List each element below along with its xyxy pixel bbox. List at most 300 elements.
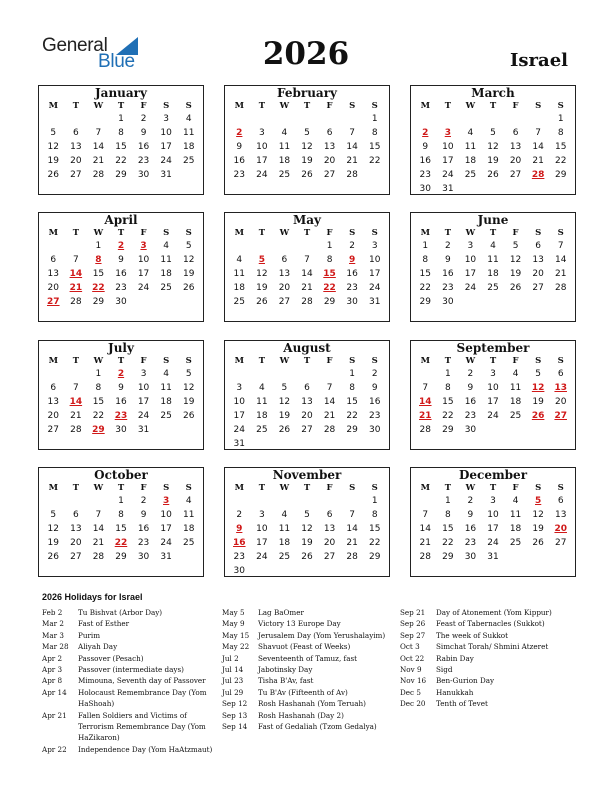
holiday-item [400, 607, 580, 618]
empty-cell [228, 112, 251, 126]
holiday-item [400, 630, 580, 641]
day-cell: 5 [512, 241, 519, 251]
holiday-day-cell: 9 [236, 524, 243, 534]
month-name: May [292, 213, 322, 227]
month-name: July [108, 341, 134, 355]
day-cell: 14 [554, 255, 567, 265]
day-cell: 7 [95, 128, 102, 138]
day-cell: 5 [50, 510, 57, 520]
holiday-item [222, 618, 394, 629]
empty-cell [318, 367, 341, 381]
day-cell: 30 [137, 170, 150, 180]
day-cell: 17 [487, 524, 499, 534]
holiday-item [42, 687, 214, 710]
holiday-day-cell: 8 [95, 255, 102, 265]
day-cell: 20 [47, 283, 59, 293]
day-cell: 2 [444, 241, 451, 251]
day-cell: 25 [278, 170, 291, 180]
day-cell: 22 [115, 156, 127, 166]
day-cell: 8 [95, 383, 102, 393]
weekday-header: S [535, 228, 542, 238]
month-december [410, 467, 576, 577]
day-cell: 1 [422, 241, 429, 251]
day-cell: 11 [278, 142, 291, 152]
day-cell: 19 [256, 283, 268, 293]
holiday-name: Ben-Gurion Day [436, 676, 495, 686]
day-cell: 18 [160, 397, 172, 407]
day-cell: 2 [140, 496, 147, 506]
day-cell: 19 [509, 269, 522, 279]
day-cell: 9 [118, 383, 124, 393]
holiday-name: Passover (Pesach) [78, 653, 144, 663]
empty-cell [527, 112, 550, 126]
day-cell: 10 [442, 142, 454, 152]
month-grid [414, 483, 572, 564]
day-cell: 1 [95, 369, 102, 379]
holiday-date: Sep 21 [400, 608, 426, 617]
day-cell: 18 [182, 524, 195, 534]
day-cell: 22 [346, 411, 358, 421]
day-cell: 4 [467, 128, 474, 138]
month-name: January [95, 86, 147, 100]
day-cell: 4 [185, 114, 192, 124]
empty-cell [87, 112, 110, 126]
holiday-day-cell: 22 [92, 283, 105, 293]
day-cell: 26 [182, 411, 195, 421]
day-cell: 26 [487, 170, 499, 180]
day-cell: 26 [47, 170, 59, 180]
day-cell: 17 [368, 269, 381, 279]
day-cell: 28 [70, 297, 82, 307]
weekday-header: T [444, 356, 452, 366]
weekday-header: W [465, 356, 476, 366]
day-cell: 6 [72, 510, 79, 520]
empty-cell [65, 494, 88, 508]
day-cell: 11 [256, 397, 268, 407]
day-cell: 7 [535, 128, 541, 138]
day-cell: 15 [346, 397, 358, 407]
day-cell: 17 [137, 269, 150, 279]
day-cell: 17 [233, 411, 245, 421]
day-cell: 26 [301, 552, 313, 562]
day-cell: 13 [47, 269, 59, 279]
day-cell: 22 [419, 283, 431, 293]
weekday-header: M [420, 483, 430, 493]
day-cell: 15 [115, 142, 127, 152]
day-cell: 13 [278, 269, 291, 279]
day-cell: 10 [160, 510, 172, 520]
weekday-header: S [371, 356, 378, 366]
day-cell: 5 [185, 241, 192, 251]
weekday-header: S [349, 356, 356, 366]
weekday-header: T [444, 483, 452, 493]
holiday-item [42, 675, 214, 686]
day-cell: 12 [256, 269, 268, 279]
day-cell: 14 [92, 142, 105, 152]
weekday-header: T [303, 101, 311, 111]
day-cell: 4 [258, 383, 265, 393]
day-cell: 30 [464, 552, 477, 562]
day-cell: 22 [368, 156, 381, 166]
holiday-day-cell: 22 [323, 283, 336, 293]
day-cell: 30 [233, 566, 245, 576]
day-cell: 26 [532, 538, 544, 548]
weekday-header: T [258, 483, 266, 493]
weekday-header: W [279, 356, 290, 366]
holiday-date: Jul 2 [222, 653, 239, 663]
day-cell: 5 [304, 128, 310, 138]
weekday-header: M [420, 101, 430, 111]
day-cell: 18 [509, 524, 522, 534]
day-cell: 20 [301, 411, 313, 421]
month-october [38, 467, 204, 577]
day-cell: 11 [278, 524, 291, 534]
day-cell: 12 [278, 397, 291, 407]
day-cell: 28 [70, 425, 82, 435]
month-february [224, 85, 390, 195]
month-august [224, 340, 390, 450]
logo-word-general: General [42, 35, 108, 56]
day-cell: 17 [137, 397, 150, 407]
weekday-header: T [117, 483, 125, 493]
day-cell: 4 [281, 510, 288, 520]
holiday-item [400, 618, 580, 629]
weekday-header: S [557, 483, 564, 493]
day-cell: 23 [368, 411, 381, 421]
day-cell: 11 [160, 383, 172, 393]
holiday-date: Sep 12 [222, 699, 248, 709]
empty-cell [251, 494, 274, 508]
day-cell: 27 [278, 297, 291, 307]
day-cell: 12 [47, 524, 59, 534]
day-cell: 8 [118, 510, 124, 520]
holiday-day-cell: 5 [535, 496, 542, 506]
day-cell: 3 [490, 369, 496, 379]
empty-cell [42, 112, 65, 126]
day-cell: 18 [256, 411, 268, 421]
weekday-header: W [93, 101, 104, 111]
weekday-header: M [234, 483, 244, 493]
weekday-header: F [512, 101, 519, 111]
weekday-header: T [72, 228, 80, 238]
day-cell: 19 [182, 397, 195, 407]
day-cell: 24 [160, 538, 172, 548]
day-cell: 16 [115, 269, 127, 279]
day-cell: 18 [509, 397, 522, 407]
holiday-day-cell: 23 [114, 411, 128, 421]
holiday-item [42, 618, 214, 629]
day-cell: 13 [532, 255, 544, 265]
weekday-header: F [326, 101, 333, 111]
holiday-date: Sep 14 [222, 722, 248, 732]
day-cell: 19 [278, 411, 291, 421]
day-cell: 19 [487, 156, 499, 166]
holiday-item [222, 653, 394, 664]
day-cell: 9 [118, 255, 124, 265]
day-cell: 15 [368, 524, 381, 534]
country-name: Israel [510, 50, 568, 71]
day-cell: 21 [70, 411, 82, 421]
day-cell: 12 [532, 510, 544, 520]
day-cell: 1 [444, 369, 451, 379]
day-cell: 17 [464, 269, 477, 279]
empty-cell [341, 112, 364, 126]
day-cell: 22 [442, 538, 454, 548]
day-cell: 6 [557, 496, 564, 506]
day-cell: 22 [92, 411, 105, 421]
day-cell: 16 [464, 524, 477, 534]
day-cell: 2 [140, 114, 147, 124]
day-cell: 20 [532, 269, 544, 279]
weekday-header: F [326, 228, 333, 238]
day-cell: 28 [301, 297, 313, 307]
day-cell: 14 [346, 142, 358, 152]
day-cell: 6 [281, 255, 288, 265]
holiday-day-cell: 2 [422, 128, 429, 138]
day-cell: 17 [487, 397, 499, 407]
empty-cell [87, 494, 110, 508]
day-cell: 25 [160, 411, 172, 421]
holiday-item [222, 630, 394, 641]
weekday-header: T [258, 356, 266, 366]
logo-word-blue: Blue [98, 51, 135, 72]
day-cell: 24 [160, 156, 172, 166]
day-cell: 4 [490, 241, 496, 251]
weekday-header: T [489, 483, 497, 493]
day-cell: 28 [92, 170, 105, 180]
holiday-day-cell: 2 [117, 241, 125, 251]
holiday-day-cell: 14 [69, 269, 83, 279]
day-cell: 29 [92, 297, 105, 307]
day-cell: 3 [490, 496, 496, 506]
day-cell: 19 [301, 156, 313, 166]
day-cell: 20 [323, 156, 336, 166]
weekday-header: S [535, 101, 542, 111]
weekday-header: S [163, 483, 170, 493]
holiday-date: Apr 3 [42, 665, 63, 675]
day-cell: 10 [137, 383, 150, 393]
holiday-item [222, 698, 394, 709]
day-cell: 24 [137, 411, 150, 421]
holiday-name: Rosh Hashanah (Yom Teruah) [258, 699, 366, 709]
holiday-day-cell: 22 [114, 538, 128, 548]
holiday-name: Passover (intermediate days) [78, 665, 184, 675]
weekday-header: F [512, 228, 519, 238]
day-cell: 20 [70, 538, 82, 548]
weekday-header: F [140, 356, 147, 366]
empty-cell [251, 367, 274, 381]
day-cell: 24 [256, 170, 268, 180]
empty-cell [414, 367, 437, 381]
day-cell: 1 [118, 114, 124, 124]
day-cell: 29 [115, 552, 127, 562]
holiday-date: Apr 14 [42, 687, 67, 697]
empty-cell [296, 239, 319, 253]
day-cell: 29 [442, 552, 454, 562]
weekday-header: W [93, 483, 104, 493]
day-cell: 4 [512, 496, 519, 506]
day-cell: 31 [160, 552, 172, 562]
weekday-header: T [117, 101, 125, 111]
month-grid [414, 356, 572, 437]
day-cell: 12 [182, 383, 195, 393]
day-cell: 16 [442, 269, 454, 279]
day-cell: 11 [464, 142, 477, 152]
day-cell: 21 [532, 156, 544, 166]
holiday-date: May 15 [222, 630, 250, 640]
holiday-name: Rosh Hashanah (Day 2) [258, 710, 344, 720]
weekday-header: S [535, 356, 542, 366]
weekday-header: M [48, 483, 58, 493]
weekday-header: S [371, 101, 378, 111]
empty-cell [482, 112, 505, 126]
day-cell: 10 [487, 510, 499, 520]
day-cell: 1 [371, 114, 378, 124]
weekday-header: M [234, 356, 244, 366]
day-cell: 26 [182, 283, 195, 293]
month-name: September [456, 341, 530, 355]
holiday-name: Mimouna, Seventh day of Passover [78, 676, 206, 686]
day-cell: 30 [115, 425, 127, 435]
day-cell: 19 [301, 538, 313, 548]
day-cell: 18 [278, 156, 291, 166]
weekday-header: T [303, 483, 311, 493]
day-cell: 14 [532, 142, 544, 152]
day-cell: 16 [346, 269, 358, 279]
holiday-name: Day of Atonement (Yom Kippur) [436, 608, 552, 617]
weekday-header: S [163, 356, 170, 366]
day-cell: 29 [368, 552, 381, 562]
day-cell: 3 [258, 510, 265, 520]
weekday-header: T [72, 101, 80, 111]
empty-cell [251, 112, 274, 126]
weekday-header: T [489, 228, 497, 238]
month-name: October [94, 468, 148, 482]
day-cell: 10 [487, 383, 499, 393]
empty-cell [504, 112, 527, 126]
day-cell: 18 [160, 269, 172, 279]
month-april [38, 212, 204, 322]
day-cell: 16 [233, 156, 245, 166]
day-cell: 13 [301, 397, 313, 407]
day-cell: 7 [72, 383, 79, 393]
day-cell: 8 [349, 383, 355, 393]
day-cell: 15 [368, 142, 381, 152]
day-cell: 23 [233, 552, 245, 562]
holiday-day-cell: 2 [236, 128, 243, 138]
empty-cell [273, 239, 296, 253]
empty-cell [65, 112, 88, 126]
day-cell: 25 [233, 297, 245, 307]
weekday-header: S [535, 483, 542, 493]
day-cell: 28 [419, 425, 431, 435]
day-cell: 3 [467, 241, 474, 251]
day-cell: 13 [323, 142, 336, 152]
holiday-date: Nov 16 [400, 676, 427, 686]
day-cell: 10 [233, 397, 245, 407]
holiday-name: Hanukkah [436, 687, 474, 697]
holiday-name: Tu Bishvat (Arbor Day) [78, 608, 163, 617]
holiday-date: Apr 2 [42, 653, 63, 663]
month-name: June [477, 213, 509, 227]
day-cell: 6 [326, 510, 333, 520]
holiday-name: Jerusalem Day (Yom Yerushalayim) [258, 630, 386, 640]
holiday-item [42, 710, 214, 744]
day-cell: 24 [464, 283, 477, 293]
day-cell: 13 [323, 524, 336, 534]
holiday-item [42, 630, 214, 641]
holidays-title: 2026 Holidays for Israel [42, 592, 143, 602]
day-cell: 24 [233, 425, 245, 435]
day-cell: 8 [444, 383, 451, 393]
day-cell: 3 [140, 369, 147, 379]
empty-cell [228, 494, 251, 508]
day-cell: 7 [349, 510, 355, 520]
weekday-header: T [444, 228, 452, 238]
holiday-day-cell: 29 [92, 425, 105, 435]
day-cell: 9 [236, 142, 243, 152]
day-cell: 19 [532, 524, 544, 534]
day-cell: 30 [464, 425, 477, 435]
weekday-header: T [117, 228, 125, 238]
weekday-header: F [140, 101, 147, 111]
day-cell: 26 [47, 552, 59, 562]
weekday-header: F [512, 483, 519, 493]
day-cell: 28 [346, 170, 358, 180]
day-cell: 17 [256, 538, 268, 548]
day-cell: 6 [50, 383, 57, 393]
day-cell: 29 [442, 425, 454, 435]
weekday-header: T [489, 356, 497, 366]
day-cell: 27 [47, 425, 59, 435]
month-june [410, 212, 576, 322]
month-grid [42, 101, 200, 182]
day-cell: 12 [47, 142, 59, 152]
weekday-header: S [163, 228, 170, 238]
holiday-day-cell: 20 [554, 524, 567, 534]
holiday-date: Jul 14 [222, 665, 244, 675]
day-cell: 4 [185, 496, 192, 506]
holiday-item [42, 641, 214, 652]
day-cell: 8 [371, 510, 378, 520]
day-cell: 30 [442, 297, 454, 307]
day-cell: 25 [278, 552, 291, 562]
holiday-day-cell: 21 [69, 283, 83, 293]
day-cell: 21 [346, 156, 358, 166]
empty-cell [296, 112, 319, 126]
weekday-header: S [349, 101, 356, 111]
day-cell: 31 [233, 439, 245, 449]
month-grid [414, 101, 572, 196]
day-cell: 14 [92, 524, 105, 534]
day-cell: 23 [137, 156, 150, 166]
holiday-item [42, 653, 214, 664]
holiday-item [222, 675, 394, 686]
month-grid [228, 356, 386, 451]
weekday-header: W [465, 228, 476, 238]
day-cell: 23 [115, 283, 127, 293]
day-cell: 3 [258, 128, 265, 138]
empty-cell [251, 239, 274, 253]
day-cell: 4 [163, 369, 169, 379]
weekday-header: S [557, 356, 564, 366]
holiday-day-cell: 27 [554, 411, 567, 421]
holiday-date: Mar 2 [42, 619, 64, 629]
holiday-day-cell: 14 [69, 397, 83, 407]
day-cell: 8 [557, 128, 564, 138]
day-cell: 18 [182, 142, 195, 152]
day-cell: 12 [487, 142, 499, 152]
